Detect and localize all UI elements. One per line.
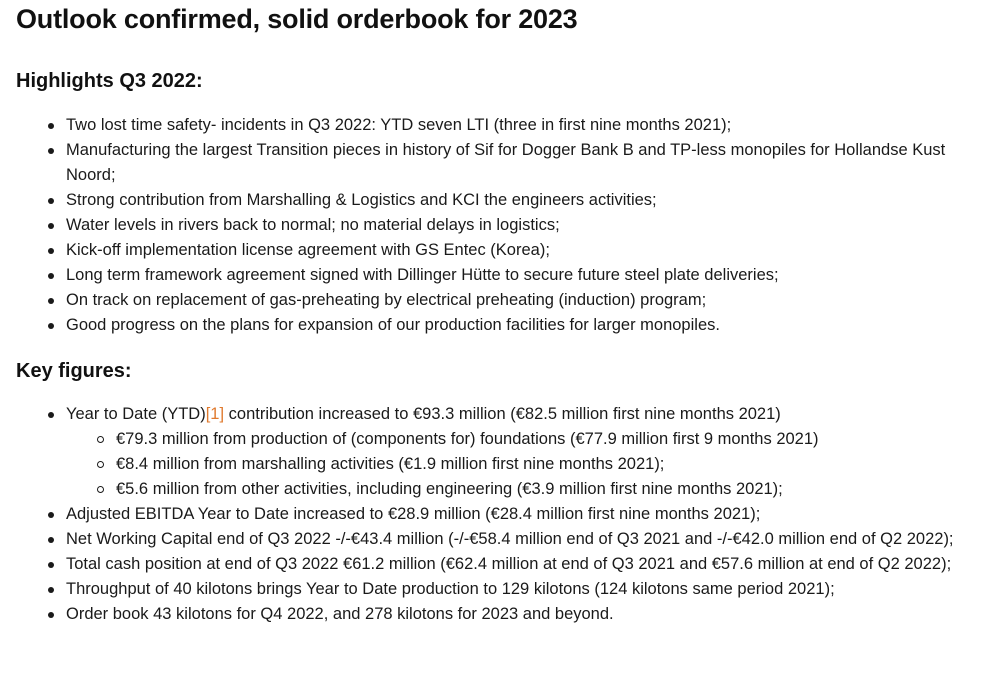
ytd-sublist	[66, 427, 980, 502]
page-title: Outlook confirmed, solid orderbook for 2023	[16, 4, 578, 34]
key-figure-item: Total cash position at end of Q3 2022 €61.2 million (€62.4 million at end of Q3 2021 and €57.6 million at end of Q2 2022);	[46, 552, 980, 577]
key-figure-item-ytd	[46, 402, 980, 502]
key-figures-heading: Key figures:	[16, 360, 132, 382]
highlight-item: Kick-off implementation license agreement with GS Entec (Korea);	[46, 238, 980, 263]
footnote-link[interactable]: [1]	[205, 405, 225, 423]
highlight-item: On track on replacement of gas-preheating by electrical preheating (induction) program;	[46, 288, 980, 313]
key-figure-item: Net Working Capital end of Q3 2022 -/-€43.4 million (-/-€58.4 million end of Q3 2021 and -/-€42.0 million end of Q2 2022);	[46, 527, 980, 552]
ytd-text-after: contribution increased to €93.3 million (€82.5 million first nine months 2021)	[224, 405, 781, 423]
key-figure-item: Order book 43 kilotons for Q4 2022, and 278 kilotons for 2023 and beyond.	[46, 602, 980, 627]
ytd-subitem: €79.3 million from production of (components for) foundations (€77.9 million first 9 months 2021)	[96, 427, 980, 452]
key-figures-list	[46, 402, 980, 627]
highlight-item: Good progress on the plans for expansion of our production facilities for larger monopiles.	[46, 313, 980, 338]
highlight-item: Water levels in rivers back to normal; no material delays in logistics;	[46, 213, 980, 238]
ytd-subitem: €8.4 million from marshalling activities (€1.9 million first nine months 2021);	[96, 452, 980, 477]
highlights-heading: Highlights Q3 2022:	[16, 70, 203, 92]
ytd-text-before: Year to Date (YTD)	[66, 405, 206, 423]
highlight-item: Long term framework agreement signed with Dillinger Hütte to secure future steel plate deliveries;	[46, 263, 980, 288]
highlight-item: Manufacturing the largest Transition pieces in history of Sif for Dogger Bank B and TP-less monopiles for Hollandse Kust Noord;	[46, 138, 980, 188]
highlight-item: Two lost time safety- incidents in Q3 2022: YTD seven LTI (three in first nine months 2021);	[46, 113, 980, 138]
ytd-subitem: €5.6 million from other activities, including engineering (€3.9 million first nine months 2021);	[96, 477, 980, 502]
highlights-list	[46, 113, 980, 338]
key-figure-item: Adjusted EBITDA Year to Date increased to €28.9 million (€28.4 million first nine months 2021);	[46, 502, 980, 527]
highlight-item: Strong contribution from Marshalling & Logistics and KCI the engineers activities;	[46, 188, 980, 213]
key-figure-item: Throughput of 40 kilotons brings Year to Date production to 129 kilotons (124 kilotons same period 2021);	[46, 577, 980, 602]
